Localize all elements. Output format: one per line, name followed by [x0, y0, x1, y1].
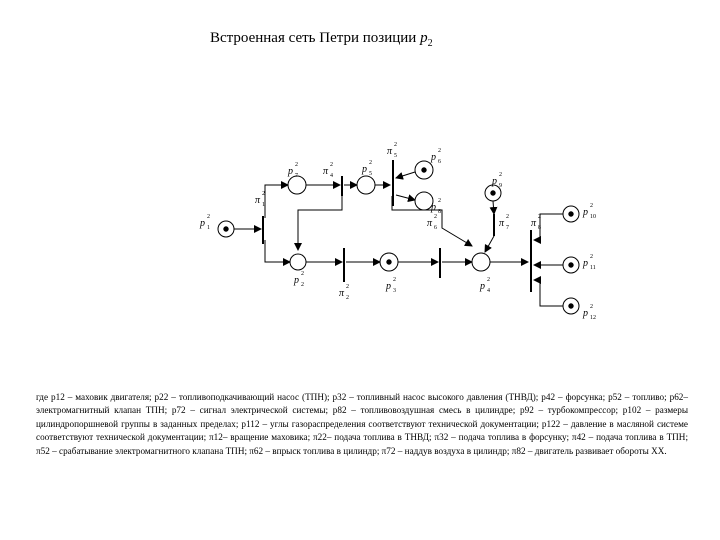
label-part: 2: [346, 284, 349, 290]
arcs: [234, 172, 563, 306]
token-p12: [569, 304, 573, 308]
label-part: 1: [262, 202, 265, 208]
arc-t1-p2: [265, 240, 290, 262]
label-t7: π: [499, 218, 505, 229]
arc-p6-t5: [396, 172, 415, 178]
legend-text: [36, 391, 688, 458]
label-part: 11: [590, 265, 596, 271]
label-part: 10: [590, 214, 596, 220]
label-part: 2: [393, 277, 396, 283]
label-p12: p: [583, 308, 588, 319]
label-part: 2: [346, 295, 349, 301]
arc-p12-t8: [534, 280, 563, 306]
label-part: 4: [487, 288, 490, 294]
label-part: 2: [438, 198, 441, 204]
arc-t5-p8: [396, 195, 415, 200]
label-part: 2: [262, 191, 265, 197]
label-part: 2: [369, 160, 372, 166]
label-part: 2: [394, 142, 397, 148]
token-p9: [491, 191, 495, 195]
label-part: 5: [394, 153, 397, 159]
token-p11: [569, 263, 573, 267]
label-part: 2: [438, 148, 441, 154]
label-t6: π: [427, 218, 433, 229]
label-part: 2: [487, 277, 490, 283]
label-part: 2: [330, 162, 333, 168]
label-p11: p: [583, 258, 588, 269]
places: [218, 161, 579, 314]
title-index: 2: [427, 38, 433, 49]
label-t8: π: [531, 218, 537, 229]
label-part: 2: [301, 282, 304, 288]
label-p4: p: [480, 281, 485, 292]
place-p2: [290, 254, 306, 270]
label-part: 2: [434, 214, 437, 220]
token-p6: [422, 168, 426, 172]
label-p10: p: [583, 207, 588, 218]
title-symbol: p: [420, 30, 428, 46]
token-p10: [569, 212, 573, 216]
label-part: 2: [301, 271, 304, 277]
label-p2: p: [294, 275, 299, 286]
label-p3: p: [386, 281, 391, 292]
label-p7: p: [288, 166, 293, 177]
label-p9: p: [492, 176, 497, 187]
label-part: 6: [438, 159, 441, 165]
token-p3: [387, 260, 391, 264]
label-part: 9: [499, 183, 502, 189]
label-t1: π: [255, 195, 261, 206]
place-p4: [472, 253, 490, 271]
label-p6: p: [431, 152, 436, 163]
label-t4: π: [323, 166, 329, 177]
label-part: 6: [434, 225, 437, 231]
label-part: 2: [295, 162, 298, 168]
label-part: 2: [207, 214, 210, 220]
arc-t1-p7: [265, 185, 288, 218]
label-part: 2: [590, 203, 593, 209]
label-part: 2: [506, 214, 509, 220]
token-p1: [224, 227, 228, 231]
label-part: 5: [369, 171, 372, 177]
place-p5: [357, 176, 375, 194]
label-p5: p: [362, 164, 367, 175]
label-part: 8: [538, 225, 541, 231]
labels: [199, 142, 596, 321]
arc-t4-p2: [298, 196, 342, 250]
legend-body: где p12 – маховик двигателя; p22 – топливоподкачивающий насос (ТПН); p32 – топливный насос высокого давления (ТНВД); p42 – форсунка; p52 – топливо; p62– электромагнитный клапан ТПН; p72 – сигнал электрической системы; p82 – топливовоздушная смесь в цилиндре; p92 – турбокомпрессор; p102 – размеры цилиндропоршневой группы в заданных пределах; p112 – углы газораспределения соответствуют технической документации; p122 – давление в масляной системе соответствуют технической документации; π12– вращение маховика; π22– подача топлива в ТНВД; π32 – подача топлива в форсунку; π42 – подача топлива в ТПН; π52 – срабатывание электромагнитного клапана ТПН; π62 – впрыск топлива в цилиндр; π72 – наддув воздуха в цилиндр; π82 – двигатель развивает обороты ХХ.: [36, 392, 688, 456]
label-p8: p: [431, 202, 436, 213]
label-part: 3: [393, 288, 396, 294]
label-part: 7: [506, 225, 509, 231]
label-part: 8: [438, 209, 441, 215]
label-part: 2: [499, 172, 502, 178]
title-text: Встроенная сеть Петри позиции: [210, 30, 417, 46]
label-part: 4: [330, 173, 333, 179]
arc-t7-p4: [485, 236, 494, 252]
label-part: 12: [590, 315, 596, 321]
label-part: 2: [538, 214, 541, 220]
label-part: 2: [590, 254, 593, 260]
label-part: 1: [207, 225, 210, 231]
label-t5: π: [387, 146, 393, 157]
arc-p9-t7: [493, 201, 494, 214]
label-p1: p: [200, 218, 205, 229]
label-t2: π: [339, 288, 345, 299]
label-part: 7: [295, 173, 298, 179]
label-part: 2: [590, 304, 593, 310]
